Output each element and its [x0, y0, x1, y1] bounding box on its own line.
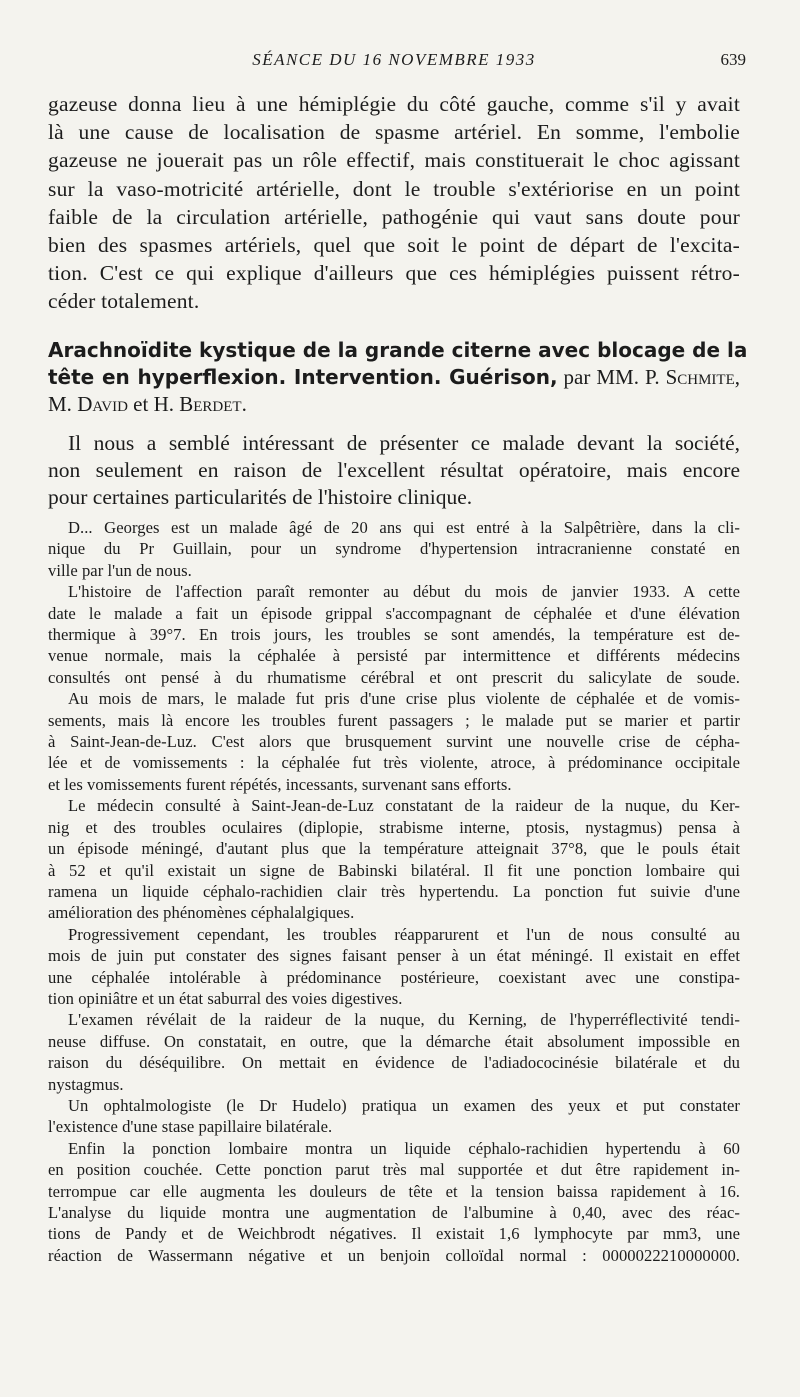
body-paragraph: [48, 795, 740, 923]
text-line: l'existence d'une stase papillaire bilatérale.: [48, 1117, 333, 1137]
text-line: en position couchée. Cette ponction parut très mal supportée et dut être rapidement in-: [48, 1160, 740, 1180]
body-paragraph: [48, 924, 740, 1010]
text-line: venue normale, mais la céphalée à persisté par intermittence et différents médecins: [48, 646, 740, 666]
text-line: gazeuse donna lieu à une hémiplégie du côté gauche, comme s'il y avait: [48, 92, 740, 116]
text-line: nique du Pr Guillain, pour un syndrome d'hypertension intracranienne constaté en: [48, 539, 740, 559]
text-line: tion. C'est ce qui explique d'ailleurs que ces hémiplégies puissent rétro-: [48, 261, 740, 286]
text-line: nystagmus.: [48, 1074, 124, 1094]
text-line: L'analyse du liquide montra une augmentation de l'albumine à 0,40, avec des réac-: [48, 1203, 740, 1222]
text-line: un épisode méningé, d'autant plus que la température atteignait 37°8, que le pouls était: [48, 839, 740, 859]
text-line: consultés ont pensé à du rhumatisme cérébral et ont prescrit du salicylate de soude.: [48, 667, 740, 687]
text-line: ramena un liquide céphalo-rachidien clair très hypertendu. La ponction fut suivie d'une: [48, 881, 740, 901]
text-line: Le médecin consulté à Saint-Jean-de-Luz constatant de la raideur de la nuque, du Ker-: [68, 796, 740, 816]
text-line: D... Georges est un malade âgé de 20 ans qui est entré à la Salpêtrière, dans la cli-: [68, 518, 740, 537]
body-paragraph: [48, 1095, 740, 1138]
authors-line: [48, 391, 740, 418]
text-line: thermique à 39°7. En trois jours, les troubles se sont amendés, la température est de-: [48, 625, 740, 645]
author-name: David: [77, 392, 128, 416]
text-line: raison du déséquilibre. On mettait en évidence de l'adiadococinésie bilatérale et du: [48, 1053, 740, 1073]
text-line: Il nous a semblé intéressant de présenter ce malade devant la société,: [68, 431, 740, 455]
body-paragraph: [48, 1009, 740, 1095]
text-line: non seulement en raison de l'excellent résultat opératoire, mais encore: [48, 458, 740, 482]
text-line: une céphalée intolérable à prédominance postérieure, coexistant avec une constipa-: [48, 967, 740, 987]
article-title: [48, 337, 748, 418]
title-line: Arachnoïdite kystique de la grande citerne avec blocage de la: [48, 338, 748, 362]
text-line: Enfin la ponction lombaire montra un liquide céphalo-rachidien hypertendu à 60: [68, 1138, 740, 1158]
author-name: Schmite,: [665, 365, 741, 389]
text-line: neuse diffuse. On constatait, en outre, que la démarche était absolument impossible en: [48, 1031, 740, 1051]
text-line: là une cause de localisation de spasme artériel. En somme, l'embolie: [48, 120, 740, 145]
body-paragraph: [48, 517, 740, 581]
running-header: [48, 50, 746, 78]
running-title: SÉANCE DU 16 NOVEMBRE 1933: [252, 50, 536, 69]
text-line: lée et de vomissements : la céphalée fut très violente, atroce, à prédominance occipitale: [48, 753, 740, 773]
author-conjunction: et H.: [127, 392, 180, 416]
text-line: céder totalement.: [48, 289, 200, 314]
text-line: et les vomissements furent répétés, incessants, survenant sans efforts.: [48, 774, 512, 794]
text-line: ville par l'un de nous.: [48, 560, 192, 580]
author-initial: M.: [48, 392, 78, 416]
text-line: Un ophtalmologiste (le Dr Hudelo) pratiqua un examen des yeux et put constater: [68, 1095, 740, 1115]
text-line: L'examen révélait de la raideur de la nuque, du Kerning, de l'hyperréflectivité tendi-: [68, 1010, 740, 1030]
text-line: gazeuse ne jouerait pas un rôle effectif, mais constituerait le choc agissant: [48, 148, 740, 173]
text-line: sements, mais là encore les troubles furent passagers ; le malade put se marier et partir: [48, 710, 740, 730]
text-line: nig et des troubles oculaires (diplopie, strabisme interne, ptosis, nystagmus) pensa à: [48, 817, 740, 837]
text-line: Progressivement cependant, les troubles réapparurent et l'un de nous consulté au: [68, 924, 740, 944]
case-report: [48, 517, 740, 1266]
text-line: pour certaines particularités de l'histoire clinique.: [48, 485, 473, 509]
text-line: faible de la circulation artérielle, pathogénie qui vaut sans doute pour: [48, 204, 740, 229]
text-line: à 52 et qu'il existait un signe de Babinski bilatéral. Il fit une ponction lombaire qui: [48, 860, 740, 880]
text-line: à Saint-Jean-de-Luz. C'est alors que brusquement survint une nouvelle crise de cépha-: [48, 732, 740, 752]
page-number: 639: [720, 50, 746, 69]
text-line: mois de juin put constater des signes faisant penser à un état méningé. Il existait en effet: [48, 946, 740, 966]
intro-paragraph: [48, 430, 740, 511]
author-name: Berdet.: [179, 392, 247, 416]
text-line: bien des spasmes artériels, quel que soit le point de départ de l'excita-: [48, 233, 740, 258]
continuation-paragraph: [48, 90, 740, 316]
text-line: amélioration des phénomènes céphalalgiques.: [48, 903, 355, 923]
title-line-text: tête en hyperflexion. Intervention. Guérison,: [48, 365, 558, 389]
body-paragraph: [48, 688, 740, 795]
text-line: sur la vaso-motricité artérielle, dont le trouble s'extériorise en un point: [48, 176, 740, 201]
text-line: Au mois de mars, le malade fut pris d'une crise plus violente de céphalée et de vomis-: [68, 689, 740, 709]
text-line: tions de Pandy et de Weichbrodt négatives. Il existait 1,6 lymphocyte par mm3, une: [48, 1224, 740, 1244]
text-line: terrompue car elle augmenta les douleurs de tête et la tension baissa rapidement à 16.: [48, 1181, 740, 1201]
body-paragraph: [48, 581, 740, 688]
authors-prefix: par MM. P.: [557, 365, 666, 389]
text-line: L'histoire de l'affection paraît remonter au début du mois de janvier 1933. A cette: [68, 582, 740, 602]
text-line: tion opiniâtre et un état saburral des voies digestives.: [48, 988, 403, 1008]
title-line: [48, 364, 740, 391]
text-line: réaction de Wassermann négative et un benjoin colloïdal normal : 0000022210000000.: [48, 1245, 740, 1265]
body-paragraph: [48, 1138, 740, 1266]
text-line: date le malade a fait un épisode grippal s'accompagnant de céphalée et d'une élévation: [48, 603, 740, 623]
